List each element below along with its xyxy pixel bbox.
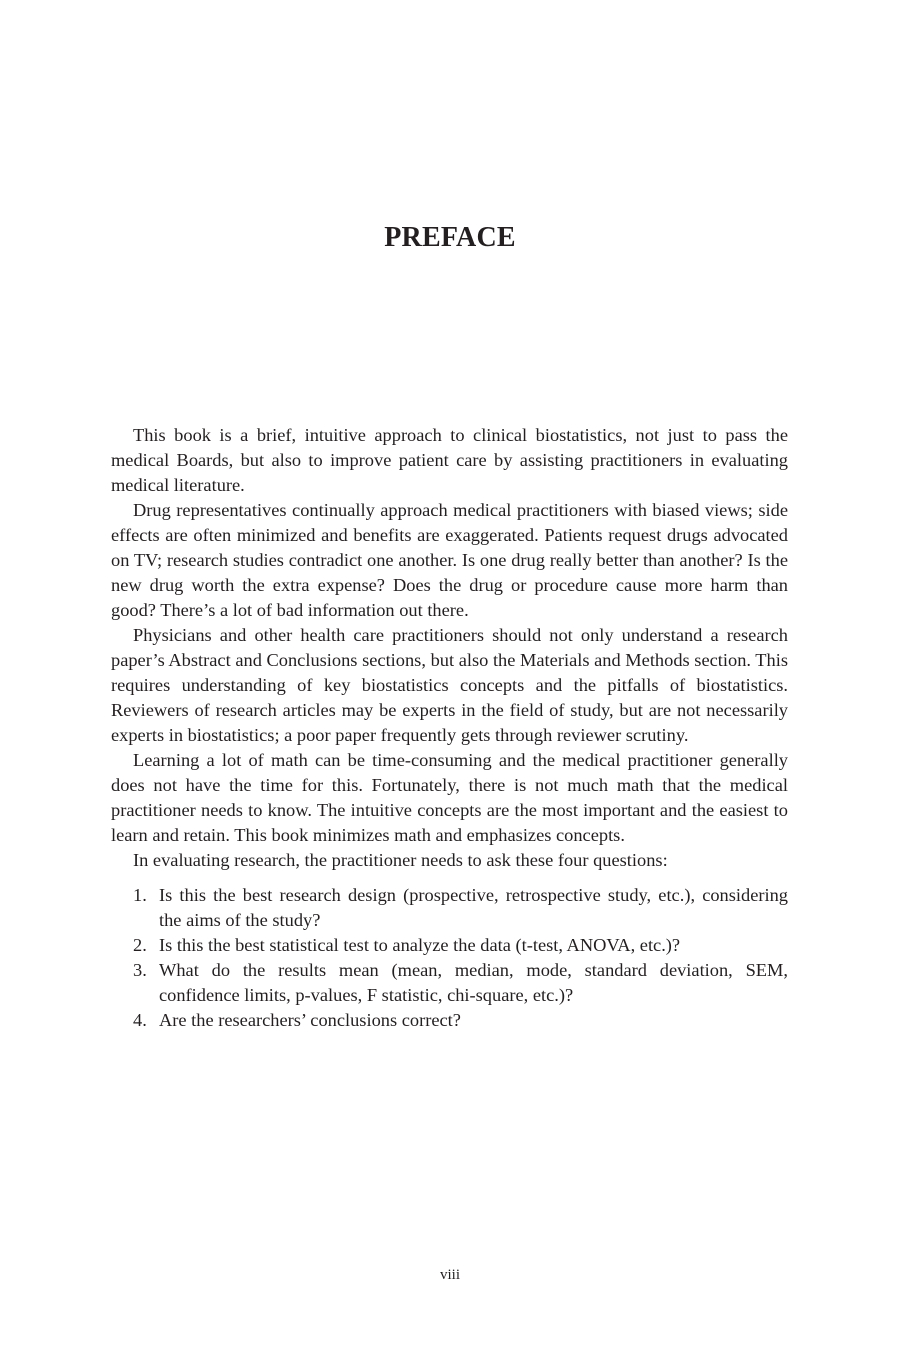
question-number: 2. xyxy=(133,935,147,955)
question-item xyxy=(111,883,788,933)
question-number: 1. xyxy=(133,885,147,905)
question-text: Is this the best research design (prospective, retrospective study, etc.), considering the aims of the study? xyxy=(159,885,788,930)
question-text: Is this the best statistical test to analyze the data (t-test, ANOVA, etc.)? xyxy=(159,935,681,955)
paragraph-drug-representatives: Drug representatives continually approach medical practitioners with biased views; side effects are often minimized and benefits are exaggerated. Patients request drugs advocated on TV; research studies contradict one another. Is one drug really better than another? Is the new drug worth the extra expense? Does the drug or procedure cause more harm than good? There’s a lot of bad information out there. xyxy=(111,500,788,620)
preface-body xyxy=(111,423,788,1033)
page-title: PREFACE xyxy=(384,222,516,253)
paragraph-four-questions-intro: In evaluating research, the practitioner needs to ask these four questions: xyxy=(133,850,668,870)
question-text: Are the researchers’ conclusions correct? xyxy=(159,1010,461,1030)
questions-list xyxy=(111,883,788,1033)
question-item xyxy=(111,1008,788,1033)
paragraph-intro: This book is a brief, intuitive approach to clinical biostatistics, not just to pass the medical Boards, but also to improve patient care by assisting practitioners in evaluating medical literature. xyxy=(111,425,788,495)
question-number: 4. xyxy=(133,1010,147,1030)
question-item xyxy=(111,933,788,958)
question-item xyxy=(111,958,788,1008)
question-number: 3. xyxy=(133,960,147,980)
question-text: What do the results mean (mean, median, mode, standard deviation, SEM, confidence limits, p-values, F statistic, chi-square, etc.)? xyxy=(159,960,788,1005)
paragraph-learning-math: Learning a lot of math can be time-consuming and the medical practitioner generally does not have the time for this. Fortunately, there is not much math that the medical practitioner needs to know. The intuitive concepts are the most important and the easiest to learn and retain. This book minimizes math and emphasizes concepts. xyxy=(111,750,788,845)
paragraph-physicians: Physicians and other health care practitioners should not only understand a research paper’s Abstract and Conclusions sections, but also the Materials and Methods section. This requires understanding of key biostatistics concepts and the pitfalls of biostatistics. Reviewers of research articles may be experts in the field of study, but are not necessarily experts in biostatistics; a poor paper frequently gets through reviewer scrutiny. xyxy=(111,625,788,745)
page-number: viii xyxy=(439,1267,460,1283)
